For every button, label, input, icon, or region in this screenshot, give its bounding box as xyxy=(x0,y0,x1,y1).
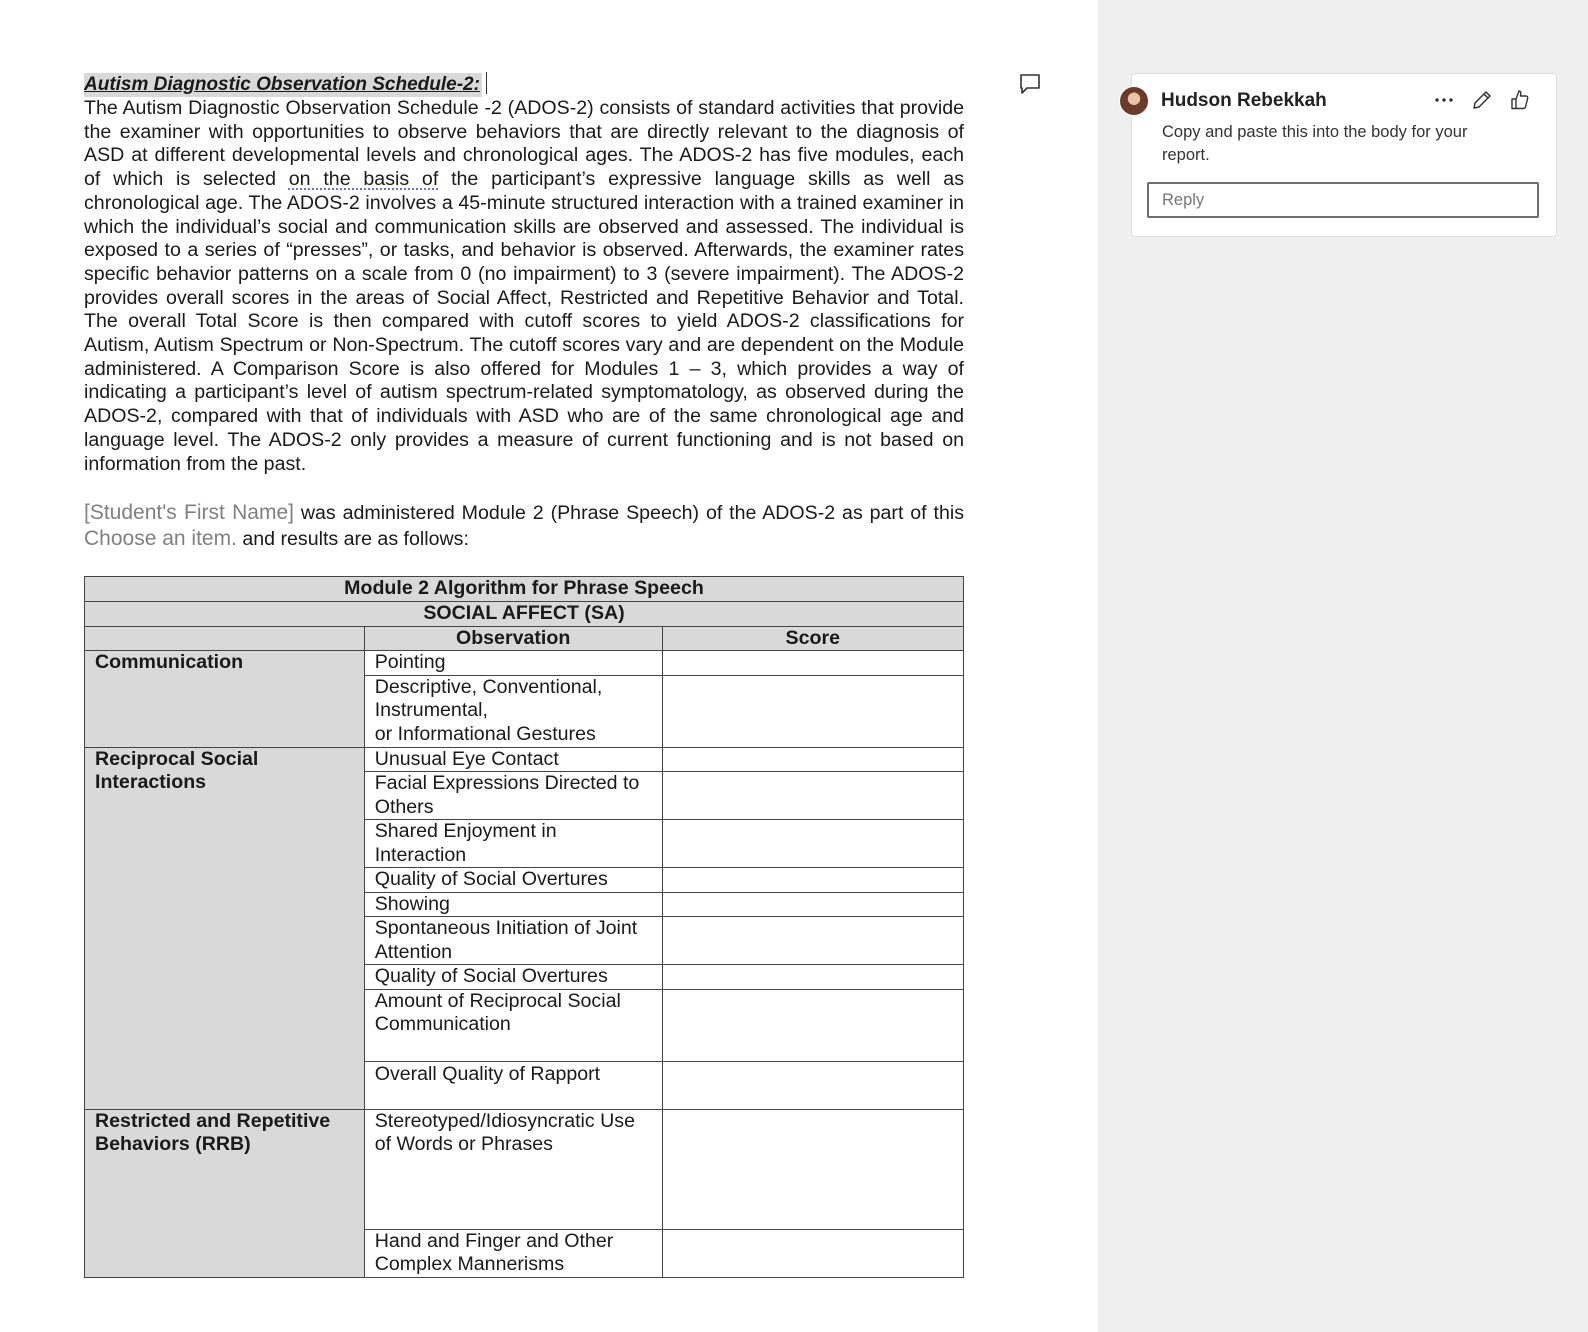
observation-header: Observation xyxy=(364,626,662,651)
observation-text: Descriptive, Conventional, Instrumental, xyxy=(374,675,603,721)
observation-cell[interactable]: Hand and Finger and Other Complex Mannerisms xyxy=(364,1229,662,1277)
comment-card[interactable] xyxy=(1131,73,1557,237)
score-cell[interactable] xyxy=(662,747,963,772)
score-header: Score xyxy=(662,626,963,651)
more-options-icon[interactable] xyxy=(1432,88,1456,112)
observation-cell[interactable]: Quality of Social Overtures xyxy=(364,965,662,990)
score-cell[interactable] xyxy=(662,675,963,747)
observation-cell[interactable]: Quality of Social Overtures xyxy=(364,868,662,893)
observation-cell[interactable]: Stereotyped/Idiosyncratic Use of Words or Phrases xyxy=(364,1109,662,1229)
score-cell[interactable] xyxy=(662,917,963,965)
score-cell[interactable] xyxy=(662,651,963,676)
score-cell[interactable] xyxy=(662,965,963,990)
algorithm-table[interactable] xyxy=(84,576,964,1278)
paragraph-text: the participant’s expressive language skills as well as chronological age. The ADOS-2 involves a 45-minute structured interaction with a trained examiner in which the individual’s social and communication skills are observed and assessed. The individual is exposed to a series of “presses”, or tasks, and behavior is observed. Afterwards, the examiner rates specific behavior patterns on a scale from 0 (no impairment) to 3 (severe impairment). The ADOS-2 provides overall scores in the areas of Social Affect, Restricted and Repetitive Behavior and Total. The overall Total Score is then compared with cutoff scores to yield ADOS-2 classifications for Autism, Autism Spectrum or Non-Spectrum. The cutoff scores vary and are dependent on the Module administered. A Comparison Score is also offered for Modules 1 – 3, which provides a way of indicating a participant’s level of autism spectrum-related symptomatology, as observed during the ADOS-2, compared with that of individuals with ASD who are of the same chronological age and language level. The ADOS-2 only provides a measure of current functioning and is not based on information from the past. xyxy=(84,168,964,475)
paragraph-text: was administered Module 2 (Phrase Speech) of the ADOS-2 as part of this xyxy=(293,502,964,525)
score-cell[interactable] xyxy=(662,772,963,820)
observation-cell[interactable]: Pointing xyxy=(364,651,662,676)
observation-cell[interactable]: Spontaneous Initiation of Joint Attention xyxy=(364,917,662,965)
grammar-flag[interactable]: on the basis of xyxy=(288,168,439,191)
score-cell[interactable] xyxy=(662,868,963,893)
score-cell[interactable] xyxy=(662,1061,963,1109)
category-reciprocal-social: Reciprocal Social Interactions xyxy=(85,747,365,1109)
category-communication: Communication xyxy=(85,651,365,748)
observation-cell[interactable]: Shared Enjoyment in Interaction xyxy=(364,820,662,868)
observation-cell[interactable]: Amount of Reciprocal Social Communication xyxy=(364,989,662,1061)
observation-cell[interactable]: Unusual Eye Contact xyxy=(364,747,662,772)
observation-cell[interactable]: Showing xyxy=(364,892,662,917)
comment-icon[interactable] xyxy=(1019,73,1041,95)
comment-author: Hudson Rebekkah xyxy=(1161,90,1327,111)
score-cell[interactable] xyxy=(662,820,963,868)
table-title: Module 2 Algorithm for Phrase Speech xyxy=(85,577,964,602)
reply-input[interactable]: Reply xyxy=(1147,182,1539,218)
section-heading[interactable]: Autism Diagnostic Observation Schedule-2: xyxy=(84,74,480,95)
avatar xyxy=(1119,86,1149,116)
comment-text: Copy and paste this into the body for your report. xyxy=(1162,123,1468,164)
paragraph-text: The Autism Diagnostic Observation Schedule -2 (ADOS-2) consists of standard activities that provide the examiner with opportunities to observe behaviors that are directly relevant to the diagnosis of ASD at different developmental levels and chronological ages. The ADOS-2 has five modules, each of which is selected xyxy=(84,97,964,191)
paragraph-text: and results are as follows: xyxy=(236,528,469,551)
observation-cell[interactable]: Facial Expressions Directed to Others xyxy=(364,772,662,820)
administration-paragraph[interactable] xyxy=(84,500,964,552)
score-cell[interactable] xyxy=(662,989,963,1061)
choose-item-dropdown[interactable]: Choose an item. xyxy=(84,527,237,551)
document-body[interactable] xyxy=(84,72,964,572)
score-cell[interactable] xyxy=(662,892,963,917)
like-thumb-icon[interactable] xyxy=(1508,88,1532,112)
score-cell[interactable] xyxy=(662,1109,963,1229)
score-cell[interactable] xyxy=(662,1229,963,1277)
observation-cell[interactable]: Overall Quality of Rapport xyxy=(364,1061,662,1109)
header-empty-cell[interactable] xyxy=(85,626,365,651)
table-subtitle: SOCIAL AFFECT (SA) xyxy=(85,602,964,627)
student-name-placeholder[interactable]: [Student's First Name] xyxy=(84,501,294,525)
text-cursor xyxy=(486,72,487,94)
edit-pencil-icon[interactable] xyxy=(1470,88,1494,112)
observation-text: or Informational Gestures xyxy=(374,722,596,745)
category-rrb: Restricted and Repetitive Behaviors (RRB) xyxy=(85,1109,365,1277)
observation-cell[interactable] xyxy=(364,675,662,747)
description-paragraph[interactable] xyxy=(84,97,964,476)
